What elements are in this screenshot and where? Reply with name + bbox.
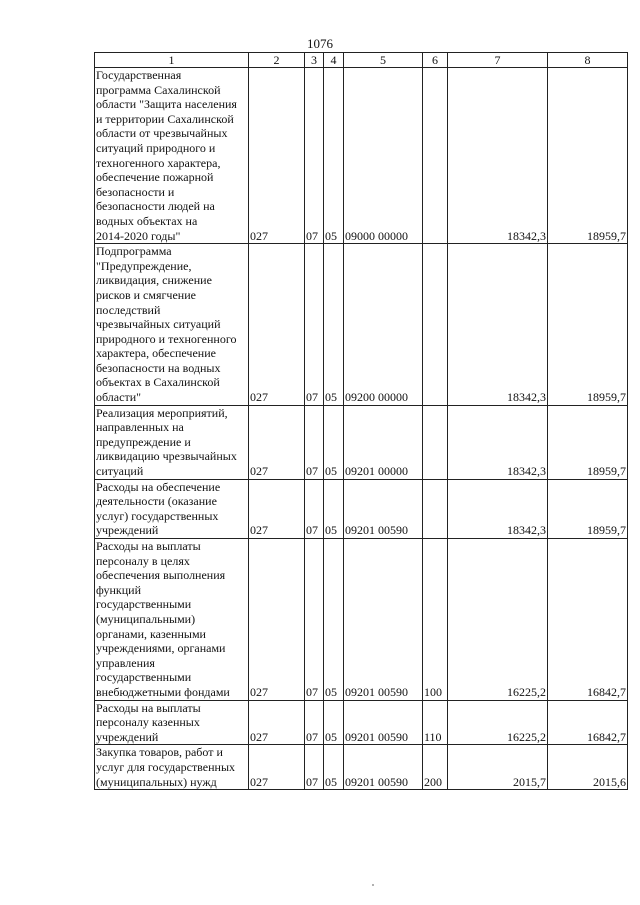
ministry-code: 027: [249, 405, 305, 479]
table-row: [95, 700, 628, 745]
amount-year-1: 16225,2: [448, 700, 548, 745]
row-name: Расходы на выплаты персоналу в целях обеспечения выполнения функций государственными (муниципальными) органами, казенными учреждениями, органами управления государственными внебюджетными фондами: [95, 539, 249, 701]
ministry-code: 027: [249, 244, 305, 406]
header-cell: 5: [344, 53, 423, 68]
amount-year-1: 18342,3: [448, 479, 548, 538]
expense-type-code: [423, 479, 448, 538]
ministry-code: 027: [249, 479, 305, 538]
header-cell: 8: [548, 53, 628, 68]
amount-year-1: 16225,2: [448, 539, 548, 701]
section-code: 07: [305, 745, 324, 790]
expense-type-code: 110: [423, 700, 448, 745]
target-code: 09000 00000: [344, 68, 423, 244]
amount-year-1: 18342,3: [448, 244, 548, 406]
amount-year-2: 2015,6: [548, 745, 628, 790]
section-code: 07: [305, 68, 324, 244]
target-code: 09201 00590: [344, 745, 423, 790]
ministry-code: 027: [249, 68, 305, 244]
header-cell: 3: [305, 53, 324, 68]
amount-year-2: 18959,7: [548, 479, 628, 538]
row-name: Государственная программа Сахалинской области "Защита населения и территории Сахалинской области от чрезвычайных ситуаций природного и техногенного характера, обеспечение пожарной безопасности и безопасности людей на водных объектах на 2014-2020 годы": [95, 68, 249, 244]
amount-year-1: 18342,3: [448, 405, 548, 479]
table-row: [95, 405, 628, 479]
header-cell: 1: [95, 53, 249, 68]
table-row: [95, 68, 628, 244]
table-header-row: [95, 53, 628, 68]
amount-year-1: 18342,3: [448, 68, 548, 244]
table-row: [95, 539, 628, 701]
row-name: Реализация мероприятий, направленных на предупреждение и ликвидацию чрезвычайных ситуаций: [95, 405, 249, 479]
target-code: 09201 00590: [344, 539, 423, 701]
subsection-code: 05: [324, 68, 344, 244]
scan-speck: [372, 884, 374, 886]
row-name: Закупка товаров, работ и услуг для государственных (муниципальных) нужд: [95, 745, 249, 790]
ministry-code: 027: [249, 745, 305, 790]
section-code: 07: [305, 405, 324, 479]
expense-type-code: [423, 405, 448, 479]
amount-year-2: 18959,7: [548, 405, 628, 479]
row-name: Расходы на выплаты персоналу казенных учреждений: [95, 700, 249, 745]
ministry-code: 027: [249, 539, 305, 701]
row-name: Расходы на обеспечение деятельности (оказание услуг) государственных учреждений: [95, 479, 249, 538]
subsection-code: 05: [324, 244, 344, 406]
header-cell: 6: [423, 53, 448, 68]
subsection-code: 05: [324, 405, 344, 479]
header-cell: 7: [448, 53, 548, 68]
amount-year-1: 2015,7: [448, 745, 548, 790]
expense-type-code: 200: [423, 745, 448, 790]
row-name: Подпрограмма "Предупреждение, ликвидация, снижение рисков и смягчение последствий чрезвычайных ситуаций природного и техногенного характера, обеспечение безопасности на водных объектах в Сахалинской области": [95, 244, 249, 406]
section-code: 07: [305, 539, 324, 701]
budget-table: [94, 52, 628, 790]
table-row: [95, 479, 628, 538]
subsection-code: 05: [324, 700, 344, 745]
table-row: [95, 745, 628, 790]
amount-year-2: 16842,7: [548, 539, 628, 701]
target-code: 09201 00590: [344, 700, 423, 745]
ministry-code: 027: [249, 700, 305, 745]
amount-year-2: 18959,7: [548, 244, 628, 406]
section-code: 07: [305, 700, 324, 745]
subsection-code: 05: [324, 479, 344, 538]
target-code: 09201 00590: [344, 479, 423, 538]
page-number: 1076: [307, 36, 333, 51]
subsection-code: 05: [324, 539, 344, 701]
subsection-code: 05: [324, 745, 344, 790]
section-code: 07: [305, 479, 324, 538]
expense-type-code: 100: [423, 539, 448, 701]
amount-year-2: 16842,7: [548, 700, 628, 745]
header-cell: 2: [249, 53, 305, 68]
header-cell: 4: [324, 53, 344, 68]
expense-type-code: [423, 244, 448, 406]
target-code: 09200 00000: [344, 244, 423, 406]
amount-year-2: 18959,7: [548, 68, 628, 244]
section-code: 07: [305, 244, 324, 406]
target-code: 09201 00000: [344, 405, 423, 479]
table-row: [95, 244, 628, 406]
expense-type-code: [423, 68, 448, 244]
